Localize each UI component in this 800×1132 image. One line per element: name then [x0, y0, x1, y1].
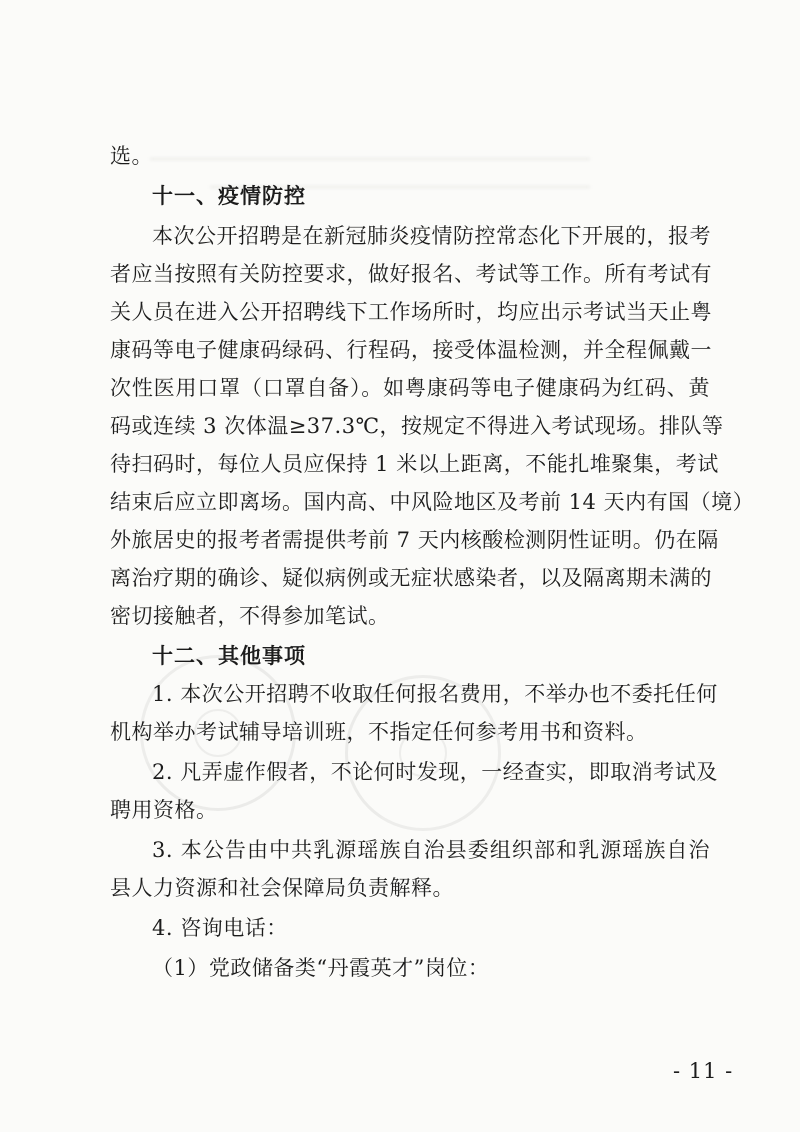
list-item-1-line: 1. 本次公开招聘不收取任何报名费用，不举办也不委托任何 [152, 682, 718, 706]
paragraph-line: 者应当按照有关防控要求，做好报名、考试等工作。所有考试有 [110, 262, 712, 286]
list-item-1-line: 机构举办考试辅导培训班，不指定任何参考用书和资料。 [110, 720, 648, 744]
paragraph-line: 离治疗期的确诊、疑似病例或无症状感染者，以及隔离期未满的 [110, 566, 712, 590]
section-heading-11: 十一、疫情防控 [152, 184, 306, 208]
list-item-2-line: 聘用资格。 [110, 798, 218, 822]
paragraph-line: 待扫码时，每位人员应保持 1 米以上距离，不能扎堆聚集，考试 [110, 452, 719, 476]
paragraph-line: 本次公开招聘是在新冠肺炎疫情防控常态化下开展的，报考 [152, 224, 711, 248]
paragraph-line: 康码等电子健康码绿码、行程码，接受体温检测，并全程佩戴一 [110, 338, 712, 362]
page-number: - 11 - [673, 1059, 734, 1083]
paragraph-line: 外旅居史的报考者需提供考前 7 天内核酸检测阴性证明。仍在隔 [110, 528, 719, 552]
paragraph-line: 次性医用口罩（口罩自备）。如粤康码等电子健康码为红码、黄 [110, 376, 710, 400]
paragraph-line: 关人员在进入公开招聘线下工作场所时，均应出示考试当天止粤 [110, 300, 712, 324]
list-item-4-sub-1: （1）党政储备类“丹霞英才”岗位： [152, 956, 490, 980]
continuation-text: 选。 [110, 144, 153, 168]
list-item-2-line: 2. 凡弄虚作假者，不论何时发现，一经查实，即取消考试及 [152, 760, 718, 784]
paragraph-line: 码或连续 3 次体温≥37.3℃，按规定不得进入考试现场。排队等 [110, 414, 724, 438]
list-item-3-line: 县人力资源和社会保障局负责解释。 [110, 876, 454, 900]
paragraph-line: 密切接触者，不得参加笔试。 [110, 604, 390, 628]
list-item-4: 4. 咨询电话： [152, 916, 288, 940]
list-item-3-line: 3. 本公告由中共乳源瑶族自治县委组织部和乳源瑶族自治 [152, 838, 710, 862]
section-heading-12: 十二、其他事项 [152, 644, 306, 668]
paragraph-line: 结束后应立即离场。国内高、中风险地区及考前 14 天内有国（境） [110, 490, 755, 514]
